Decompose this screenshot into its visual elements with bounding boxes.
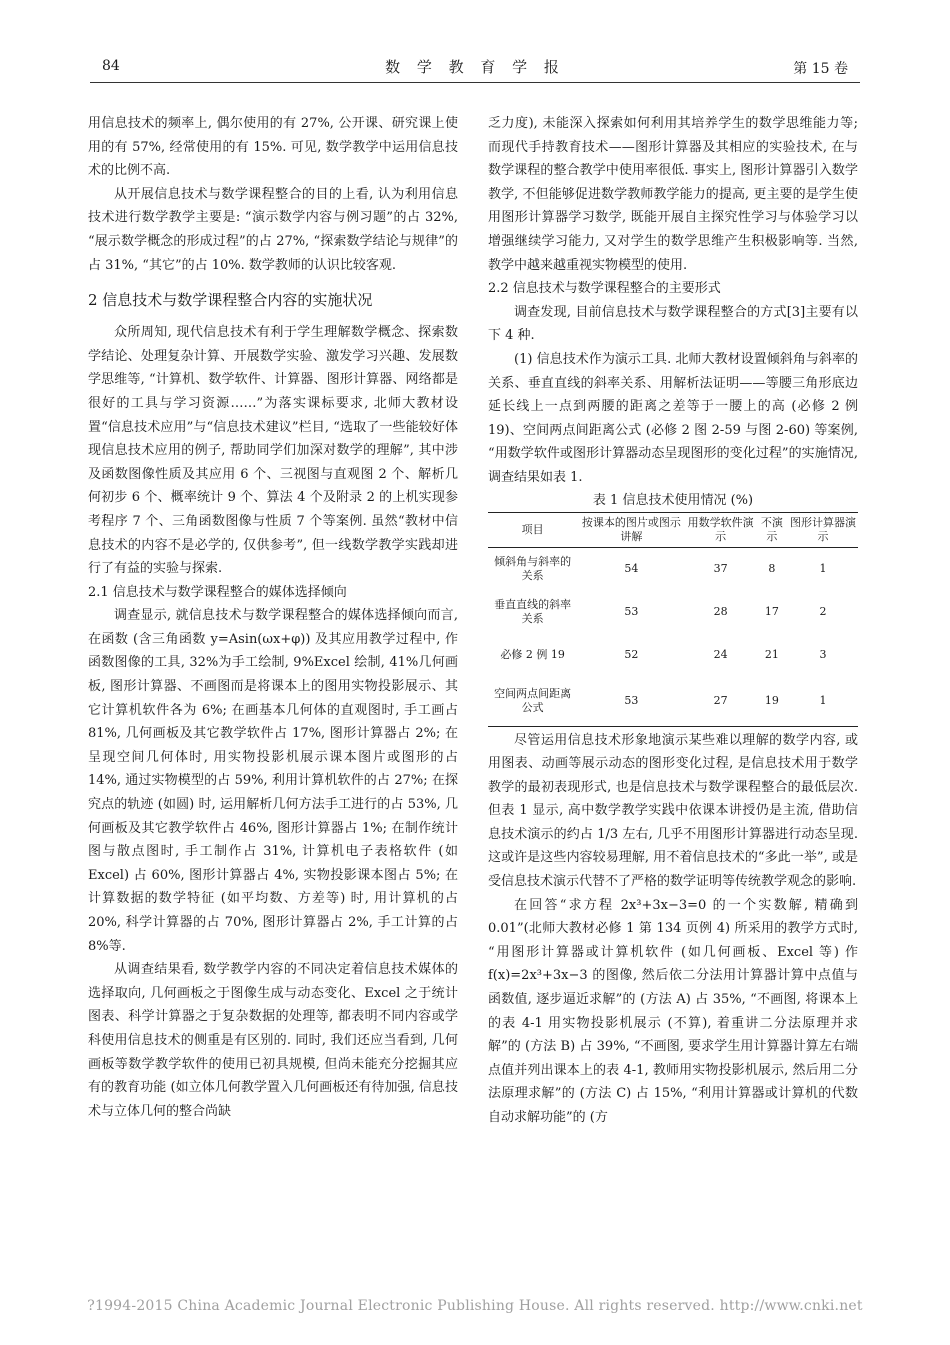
table-cell: 17 [764, 604, 779, 618]
table-cell: 必修 2 例 19 [500, 647, 565, 661]
paragraph: 众所周知, 现代信息技术有利于学生理解数学概念、探索数学结论、处理复杂计算、开展数学实验、激发学习兴趣、发展数学思维等, “计算机、数学软件、计算器、图形计算器、网络都是很好的工具与学习资源……”为落实课标要求, 北师大教材设置“信息技术应用”与“信息技术建议”栏目, “选取了一些能较好体现信息技术应用的例子, 帮助同学们加深对数学的理解”, 其中涉及函数图像性质及其应用 6 个、三视图与直观图 2 个、解析几何初步 6 个、概率统计 9 个、算法 4 个及附录 2 的上机实现参考程序 7 个、三角函数图像与性质 7 个等案例. 虽然“教材中信息技术的内容不是必学的, 仅供参考”, 但一线数学教学实践却进行了有益的实验与探索. [88, 325, 458, 577]
table-cell: 3 [819, 647, 827, 661]
right-column [488, 112, 858, 1130]
paragraph: 在回答“求方程 2x³+3x−3=0 的一个实数解, 精确到 0.01”(北师大教材必修 1 第 134 页例 4) 所采用的教学方式时, “用图形计算器或计算机软件 (如几何画板、Excel 等) 作 f(x)=2x³+3x−3 的图像, 然后依二分法用计算器计算中点值与函数值, 逐步逼近求解”的 (方法 A) 占 35%, “不画图, 将课本上的表 4-1 用实物投影机展示 (不算), 着重讲二分法原理并求解”的 (方法 B) 占 39%, “不画图, 要求学生用计算器计算左右端点值并列出课本上的表 4-1, 教师用实物投影机展示, 然后用二分法原理求解”的 (方法 C) 占 15%, “利用计算器或计算机的代数自动求解功能”的 (方 [488, 897, 858, 1125]
table-cell: 2 [819, 604, 827, 618]
table-header-cell: 项目 [521, 522, 544, 536]
page-header [90, 52, 860, 83]
table-cell: 54 [624, 561, 639, 575]
paragraph: 调查显示, 就信息技术与数学课程整合的媒体选择倾向而言, 在函数 (含三角函数 y=Asin(ωx+φ)) 及其应用教学过程中, 作函数图像的工具, 32%为手工绘制, 9%Excel 绘制, 41%几何画板, 图形计算器、不画图而是将课本上的图用实物投影展示、其它计算机软件各为 6%; 在画基本几何体的直观图时, 手工画占 81%, 几何画板及其它教学软件占 17%, 图形计算器占 2%; 在呈现空间几何体时, 用实物投影机展示课本图片或图形的占 14%, 通过实物模型的占 59%, 利用计算机软件的占 27%; 在探究点的轨迹 (如圆) 时, 运用解析几何方法手工进行的占 53%, 几何画板及其它教学软件占 46%, 图形计算器占 1%; 在制作统计图与散点图时, 手工制作占 31%, 计算机电子表格软件 (如 Excel) 占 60%, 图形计算器占 4%, 实物投影课本图占 5%; 在计算数据的数学特征 (如平均数、方差等) 时, 用计算机的占 20%, 科学计算器的占 70%, 图形计算器占 2%, 手工计算的占 8%等. [88, 608, 458, 954]
table-cell: 53 [624, 693, 639, 707]
table-cell: 8 [768, 561, 776, 575]
paragraph: 乏力度), 未能深入探索如何利用其培养学生的数学思维能力等; 而现代手持教育技术——图形计算器及其相应的实验技术, 在与数学课程的整合教学中使用率很低. 事实上, 图形计算器引入数学教学, 不但能够促进数学教师教学能力的提高, 更主要的是学生使用图形计算器学习数学, 既能开展自主探究性学习与体验学习以增强继续学习能力, 又对学生的数学思维产生积极影响等. 当然, 教学中越来越重视实物模型的使用. [488, 116, 858, 273]
table-row [488, 676, 858, 726]
table-cell: 24 [713, 647, 728, 661]
table-cell: 28 [713, 604, 728, 618]
paragraph: 调查发现, 目前信息技术与数学课程整合的方式[3]主要有以下 4 种. [488, 304, 858, 344]
copyright-footer: ?1994-2015 China Academic Journal Electronic Publishing House. All rights reserved. http://www.cnki.net [87, 1298, 863, 1314]
table-row [488, 590, 858, 633]
paragraph: 尽管运用信息技术形象地演示某些难以理解的数学内容, 或用图表、动画等展示动态的图形变化过程, 是信息技术用于数学教学的最初表现形式, 也是信息技术与数学课程整合的最低层次. 但表 1 显示, 高中数学教学实践中依课本讲授仍是主流, 借助信息技术演示的约占 1/3 左右, 几乎不用图形计算器进行动态呈现. 这或许是这些内容较易理解, 用不着信息技术的“多此一举”, 或是受信息技术演示代替不了严格的数学证明等传统教学观念的影响. [488, 732, 858, 890]
table-header-cell: 用数学软件演示 [687, 515, 754, 543]
usage-table [488, 512, 858, 727]
paragraph: (1) 信息技术作为演示工具. 北师大教材设置倾斜角与斜率的关系、垂直直线的斜率关系、用解析法证明——等腰三角形底边延长线上一点到两腰的距离之差等于一腰上的高 (必修 2 例 19)、空间两点间距离公式 (必修 2 图 2-59 与图 2-60) 等案例, “用数学软件或图形计算器动态呈现图形的变化过程”的实施情况, 调查结果如表 1. [488, 351, 858, 485]
table-cell: 倾斜角与斜率的关系 [494, 554, 572, 582]
table-cell: 52 [624, 647, 639, 661]
subsection-heading: 2.1 信息技术与数学课程整合的媒体选择倾向 [88, 584, 347, 600]
page-number: 84 [102, 58, 120, 74]
table-cell: 1 [819, 693, 827, 707]
table-caption: 表 1 信息技术使用情况 (%) [592, 492, 754, 508]
table-cell: 空间两点间距离公式 [494, 686, 572, 714]
table-header-cell: 不演示 [760, 515, 783, 543]
section-heading: 2 信息技术与数学课程整合内容的实施状况 [88, 291, 373, 310]
table-header-cell: 按课本的图片或图示讲解 [581, 515, 681, 543]
paragraph: 用信息技术的频率上, 偶尔使用的有 27%, 公开课、研究课上使用的有 57%, 经常使用的有 15%. 可见, 数学教学中运用信息技术的比例不高. [88, 116, 458, 179]
table-cell: 21 [764, 647, 779, 661]
table-cell: 27 [713, 693, 728, 707]
table-cell: 垂直直线的斜率关系 [494, 597, 572, 625]
table-cell: 1 [819, 561, 827, 575]
table-cell: 19 [764, 693, 779, 707]
table-header-row [488, 512, 858, 547]
paragraph: 从调查结果看, 数学教学内容的不同决定着信息技术媒体的选择取向, 几何画板之于图像生成与动态变化、Excel 之于统计图表、科学计算器之于复杂数据的处理等, 都表明不同内容或学科使用信息技术的侧重是有区别的. 同时, 我们还应当看到, 几何画板等数学教学软件的使用已初具规模, 但尚未能充分挖掘其应有的教育功能 (如立体几何教学置入几何画板还有待加强, 信息技术与立体几何的整合尚缺 [88, 962, 458, 1119]
volume-label: 第 15 卷 [793, 61, 848, 77]
left-column [88, 112, 458, 1123]
journal-title: 数 学 教 育 学 报 [385, 58, 565, 76]
subsection-heading: 2.2 信息技术与数学课程整合的主要形式 [488, 281, 721, 297]
table-cell: 37 [713, 561, 728, 575]
table-cell: 53 [624, 604, 639, 618]
table-row [488, 633, 858, 676]
table-header-cell: 图形计算器演示 [790, 515, 857, 543]
table-row [488, 547, 858, 590]
paragraph: 从开展信息技术与数学课程整合的目的上看, 认为利用信息技术进行数学教学主要是: “演示数学内容与例习题”的占 32%, “展示数学概念的形成过程”的占 27%, “探索数学结论与规律”的占 31%, “其它”的占 10%. 数学教师的认识比较客观. [88, 186, 458, 273]
